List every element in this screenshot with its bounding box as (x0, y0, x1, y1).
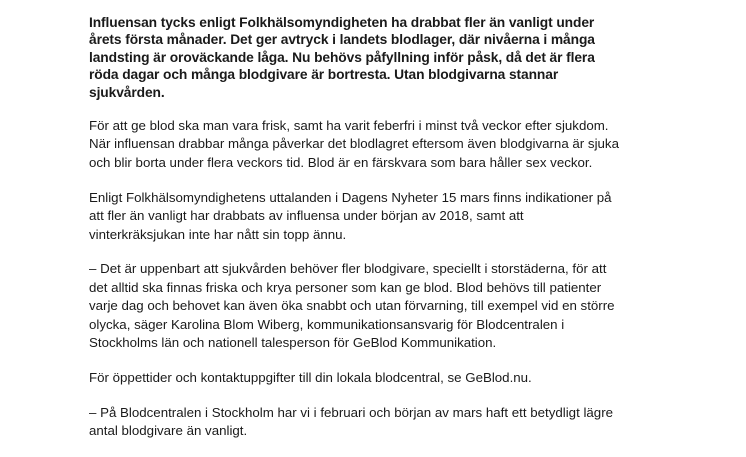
article-paragraph-1: För att ge blod ska man vara frisk, samt ha varit feberfri i minst två veckor efter sjukdom. När influensan drabbar många påverkar det blodlagret eftersom även blodgivarna är sjuka och blir borta under flera veckors tid. Blod är en färskvara som bara håller sex veckor. (89, 118, 619, 170)
article-paragraph-5: – På Blodcentralen i Stockholm har vi i februari och början av mars haft ett betydligt lägre antal blodgivare än vanligt. (89, 404, 614, 439)
article (89, 14, 619, 457)
article-lead: Influensan tycks enligt Folkhälsomyndigheten ha drabbat fler än vanligt under årets första månader. Det ger avtryck i landets blodlager, där nivåerna i många landsting är oroväckande låga. Nu behövs påfyllning inför påsk, då det är flera röda dagar och många blodgivare är bortresta. Utan blodgivarna stannar sjukvården. (89, 15, 595, 100)
article-paragraph-3: – Det är uppenbart att sjukvården behöver fler blodgivare, speciellt i storstäderna, för att det alltid ska finnas friska och krya personer som kan ge blod. Blod behövs till patienter varje dag och behovet kan även öka snabbt och utan förvarning, till exempel vid en större olycka, säger Karolina Blom Wiberg, kommunikationsansvarig för Blodcentralen i Stockholms län och nationell talesperson för GeBlod Kommunikation. (89, 261, 615, 351)
article-paragraph-2: Enligt Folkhälsomyndighetens uttalanden i Dagens Nyheter 15 mars finns indikationer på att fler än vanligt har drabbats av influensa under början av 2018, samt att vinterkräksjukan inte har nått sin topp ännu. (89, 189, 612, 242)
article-paragraph-4: För öppettider och kontaktuppgifter till din lokala blodcentral, se GeBlod.nu. (89, 370, 532, 385)
